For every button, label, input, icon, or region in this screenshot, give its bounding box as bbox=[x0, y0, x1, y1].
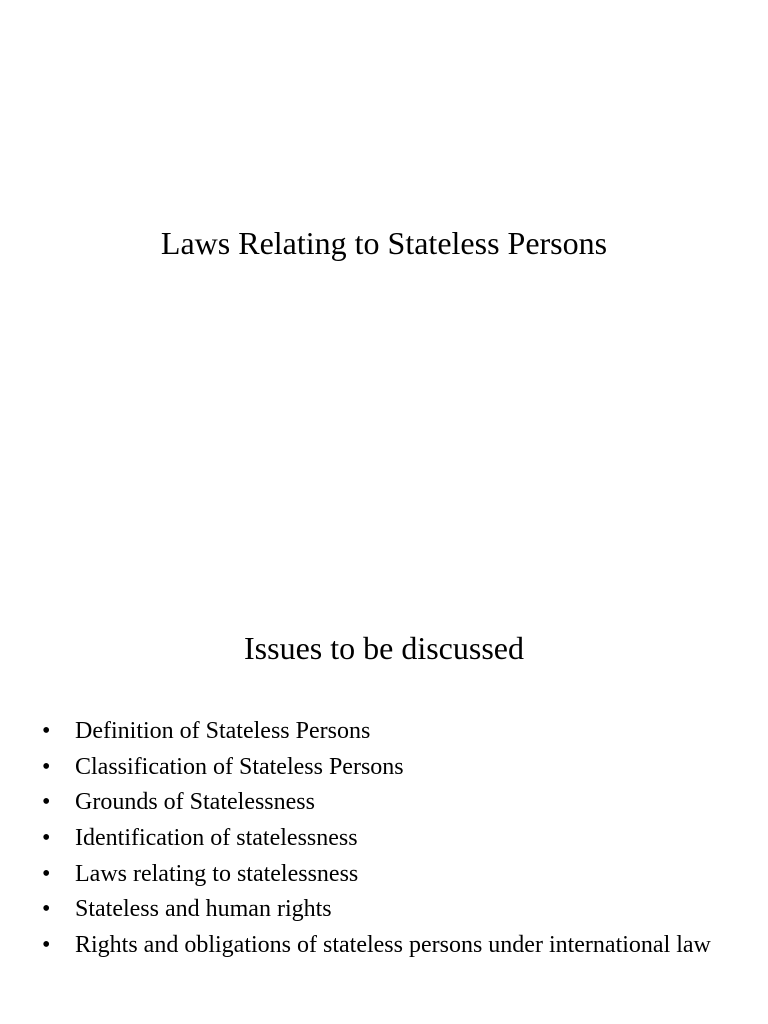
list-item-text: Laws relating to statelessness bbox=[75, 860, 359, 887]
list-item-text: Grounds of Statelessness bbox=[75, 789, 315, 816]
list-item-text: Rights and obligations of stateless persons under international law bbox=[75, 932, 711, 959]
list-item-text: Definition of Stateless Persons bbox=[75, 718, 371, 744]
list-item bbox=[0, 787, 768, 818]
bullet-icon: • bbox=[42, 825, 51, 852]
bullet-icon: • bbox=[42, 896, 51, 923]
slide-title: Laws Relating to Stateless Persons bbox=[160, 225, 608, 261]
list-item bbox=[0, 894, 768, 925]
bullet-icon: • bbox=[42, 753, 51, 780]
section-heading: Issues to be discussed bbox=[244, 630, 524, 666]
list-item-text: Classification of Stateless Persons bbox=[75, 753, 404, 780]
list-item bbox=[0, 859, 768, 890]
bullet-icon: • bbox=[42, 789, 51, 816]
list-item-text: Stateless and human rights bbox=[75, 896, 332, 923]
list-item bbox=[0, 716, 768, 747]
bullet-icon: • bbox=[42, 718, 51, 744]
list-item bbox=[0, 752, 768, 783]
list-item bbox=[0, 930, 768, 961]
issues-list bbox=[0, 716, 768, 966]
bullet-icon: • bbox=[42, 932, 51, 959]
list-item bbox=[0, 823, 768, 854]
list-item-text: Identification of statelessness bbox=[75, 825, 358, 852]
bullet-icon: • bbox=[42, 860, 51, 887]
